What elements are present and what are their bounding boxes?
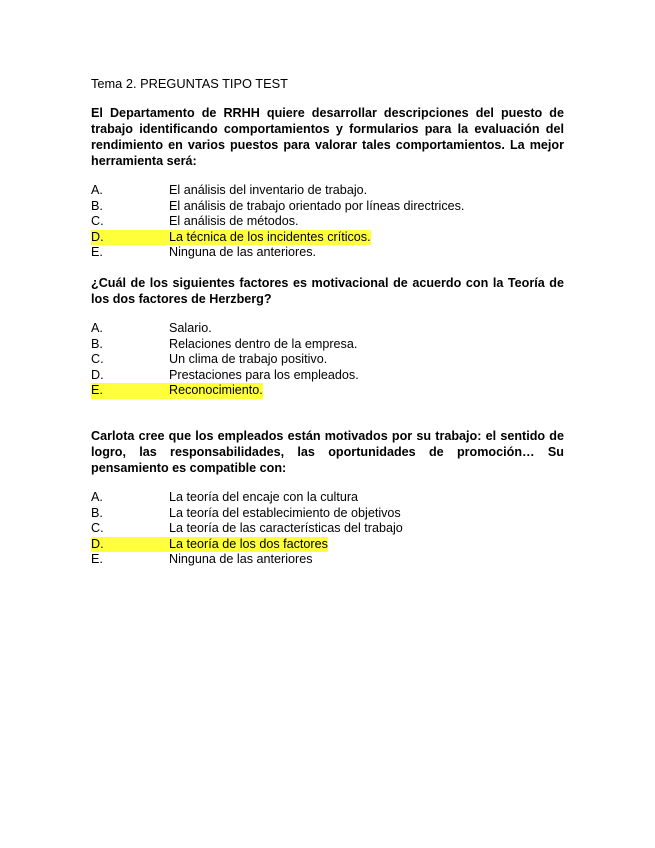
- options-list: [91, 490, 564, 568]
- answer-highlight: D. La teoría de los dos factores: [91, 536, 328, 551]
- question-block-2: [91, 275, 564, 399]
- option-b: B. La teoría del establecimiento de objetivos: [91, 505, 401, 520]
- option-b: B. El análisis de trabajo orientado por líneas directrices.: [91, 198, 465, 213]
- question-text: Carlota cree que los empleados están motivados por su trabajo: el sentido de logro, las responsabilidades, las oportunidades de promoción… Su pensamiento es compatible con:: [91, 428, 564, 475]
- option-d: D. Prestaciones para los empleados.: [91, 367, 359, 382]
- option-e: E. Ninguna de las anteriores.: [91, 245, 317, 260]
- option-c: C. La teoría de las características del trabajo: [91, 521, 403, 536]
- option-c: C. Un clima de trabajo positivo.: [91, 352, 328, 367]
- option-e-correct-answer: [91, 383, 564, 399]
- question-block-1: [91, 105, 564, 261]
- document-title: Tema 2. PREGUNTAS TIPO TEST: [91, 76, 288, 91]
- option-a: A. El análisis del inventario de trabajo.: [91, 183, 368, 197]
- answer-highlight: E. Reconocimiento.: [91, 383, 263, 398]
- option-a: A. La teoría del encaje con la cultura: [91, 489, 359, 504]
- option-d-correct-answer: [91, 537, 564, 553]
- question-block-3: [91, 428, 564, 568]
- option-d-correct-answer: [91, 230, 564, 246]
- option-e: E. Ninguna de las anteriores: [91, 552, 313, 567]
- answer-highlight: D. La técnica de los incidentes críticos.: [91, 229, 371, 244]
- option-b: B. Relaciones dentro de la empresa.: [91, 336, 358, 351]
- option-c: C. El análisis de métodos.: [91, 214, 299, 229]
- document-page: [91, 76, 564, 568]
- option-a: A. Salario.: [91, 320, 212, 335]
- options-list: [91, 321, 564, 399]
- question-text: ¿Cuál de los siguientes factores es motivacional de acuerdo con la Teoría de los dos factores de Herzberg?: [91, 275, 564, 306]
- options-list: [91, 183, 564, 261]
- question-text: El Departamento de RRHH quiere desarrollar descripciones del puesto de trabajo identificando comportamientos y formularios para la evaluación del rendimiento en varios puestos para valorar tales comportamientos. La mejor herramienta será:: [91, 106, 564, 168]
